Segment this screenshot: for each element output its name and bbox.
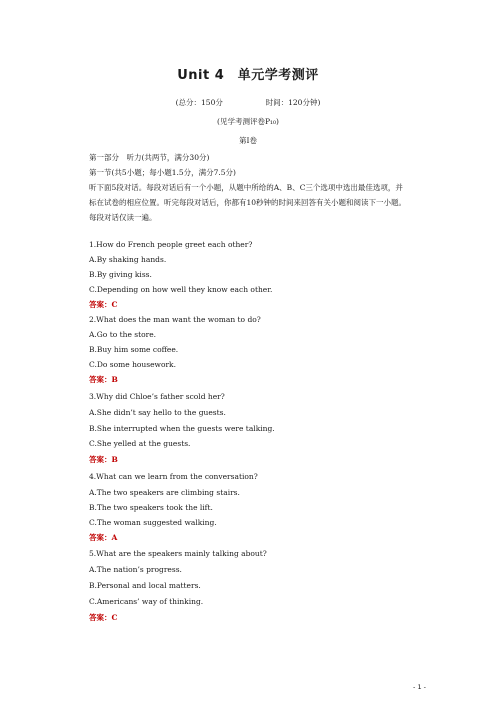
option-1c: C.Depending on how well they know each other.: [89, 285, 273, 294]
option-5a: A.The nation’s progress.: [89, 565, 182, 574]
instructions: 听下面5段对话。每段对话后有一个小题，从题中所给的A、B、C三个选项中选出最佳选项，并标在试卷的相应位置。听完每段对话后，你都有10秒钟的时间来回答有关小题和阅读下一小题。每段对话仅读一遍。: [89, 183, 407, 222]
answer-label: 答案：: [89, 613, 112, 622]
reference-note: (见学考测评卷P₁₀): [217, 117, 279, 126]
question-1: 1.How do French people greet each other?: [89, 240, 253, 249]
question-4: 4.What can we learn from the conversation?: [89, 472, 258, 481]
option-4c: C.The woman suggested walking.: [89, 518, 217, 527]
page-title: Unit 4 单元学考测评: [177, 68, 319, 83]
option-4a: A.The two speakers are climbing stairs.: [89, 488, 240, 497]
meta-total: (总分：150分: [175, 98, 223, 107]
option-2b: B.Buy him some coffee.: [89, 345, 179, 354]
option-3c: C.She yelled at the guests.: [89, 439, 191, 448]
option-1a: A.By shaking hands.: [89, 255, 167, 264]
option-2c: C.Do some housework.: [89, 360, 176, 369]
answer-5: [89, 613, 117, 622]
option-5c: C.Americans’ way of thinking.: [89, 597, 204, 606]
option-4b: B.The two speakers took the lift.: [89, 503, 213, 512]
meta-time: 时间：120分钟): [265, 98, 321, 107]
answer-value: C: [111, 613, 118, 622]
answer-value: C: [111, 300, 118, 309]
answer-label: 答案：: [89, 455, 112, 464]
part-heading: 第一部分 听力(共两节，满分30分): [89, 153, 210, 162]
answer-2: [89, 375, 118, 384]
option-5b: B.Personal and local matters.: [89, 581, 201, 590]
section-heading: 第一节(共5小题；每小题1.5分，满分7.5分): [89, 168, 236, 177]
question-2: 2.What does the man want the woman to do?: [89, 315, 261, 324]
exam-meta: [0, 97, 496, 108]
option-2a: A.Go to the store.: [89, 330, 157, 339]
page-number: - 1 -: [413, 683, 426, 691]
volume-label: 第Ⅰ卷: [239, 136, 257, 145]
answer-4: [89, 533, 117, 542]
answer-label: 答案：: [89, 375, 112, 384]
answer-label: 答案：: [89, 300, 112, 309]
answer-3: [89, 455, 118, 464]
option-3a: A.She didn’t say hello to the guests.: [89, 408, 226, 417]
option-1b: B.By giving kiss.: [89, 270, 152, 279]
answer-label: 答案：: [89, 533, 112, 542]
question-3: 3.Why did Chloe’s father scold her?: [89, 392, 225, 401]
question-5: 5.What are the speakers mainly talking about?: [89, 549, 267, 558]
answer-value: B: [111, 455, 118, 464]
answer-1: [89, 300, 117, 309]
answer-value: B: [111, 375, 118, 384]
option-3b: B.She interrupted when the guests were talking.: [89, 424, 275, 433]
answer-value: A: [111, 533, 118, 542]
